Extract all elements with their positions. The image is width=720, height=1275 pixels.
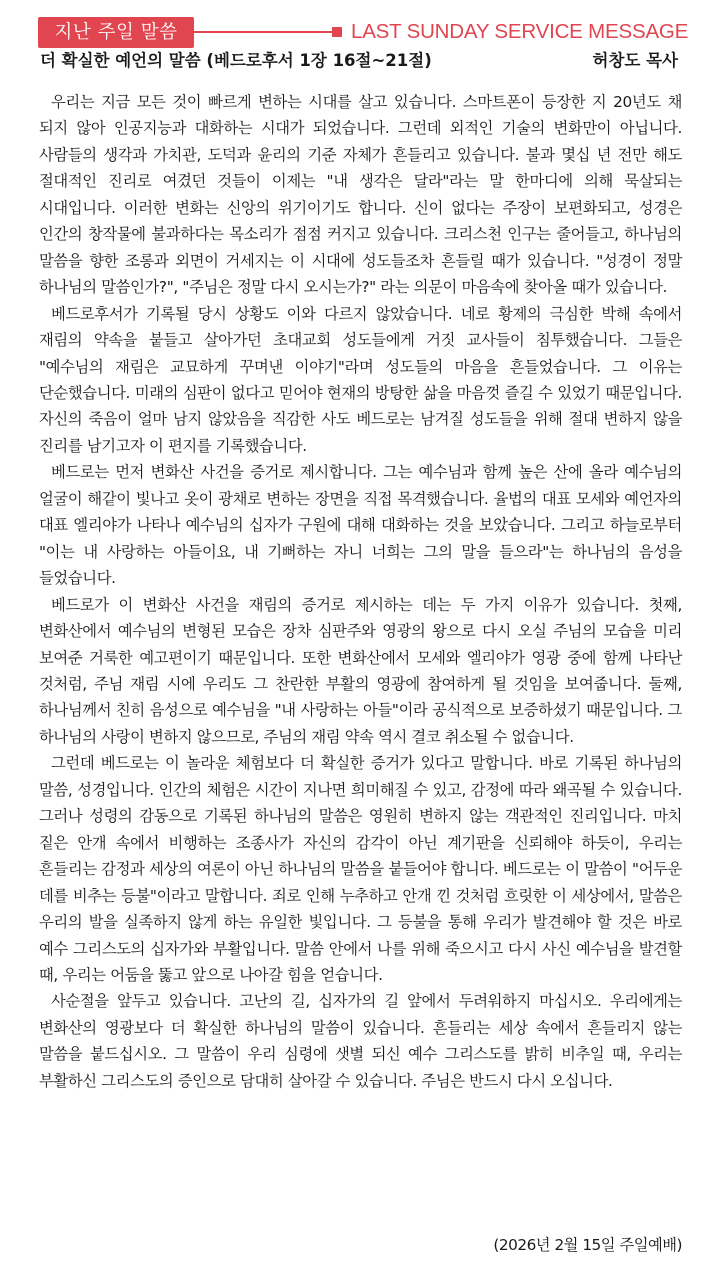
paragraph: 그런데 베드로는 이 놀라운 체험보다 더 확실한 증거가 있다고 말합니다. 바로 기록된 하나님의 말씀, 성경입니다. 인간의 체험은 시간이 지나면 희미해질 수 있고, 감정에 따라 왜곡될 수 있습니다. 그러나 성령의 감동으로 기록된 하나님의 말씀은 영원히 변하지 않는 객관적인 진리입니다. 마치 짙은 안개 속에서 비행하는 조종사가 자신의 감각이 아닌 계기판을 신뢰해야 하듯이, 우리는 흔들리는 감정과 세상의 여론이 아닌 하나님의 말씀을 붙들어야 합니다. 베드로는 이 말씀이 "어두운 데를 비추는 등불"이라고 말합니다. 죄로 인해 누추하고 안개 낀 것처럼 흐릿한 이 세상에서, 말씀은 우리의 발을 실족하지 않게 하는 유일한 빛입니다. 그 등불을 통해 우리가 발견해야 할 것은 바로 예수 그리스도의 십자가와 부활입니다. 말씀 안에서 나를 위해 죽으시고 다시 사신 예수님을 발견할 때, 우리는 어둠을 뚫고 앞으로 나아갈 힘을 얻습니다. [39,754,682,984]
page-header [0,0,720,80]
paragraph: 베드로는 먼저 변화산 사건을 증거로 제시합니다. 그는 예수님과 함께 높은 산에 올라 예수님의 얼굴이 해같이 빛나고 옷이 광채로 변하는 장면을 직접 목격했습니다. 율법의 대표 모세와 예언자의 대표 엘리야가 나타나 예수님의 십자가 구원에 대해 대화하는 것을 보았습니다. 그리고 하늘로부터 "이는 내 사랑하는 아들이요, 내 기뻐하는 자니 너희는 그의 말을 들으라"는 하나님의 음성을 들었습니다. [39,463,682,588]
sermon-title: 더 확실한 예언의 말씀 (베드로후서 1장 16절~21절) [40,51,432,70]
service-date-note: (2026년 2월 15일 주일예배) [493,1236,682,1254]
paragraph: 베드로가 이 변화산 사건을 재림의 증거로 제시하는 데는 두 가지 이유가 있습니다. 첫째, 변화산에서 예수님의 변형된 모습은 장차 심판주와 영광의 왕으로 다시 오실 주님의 모습을 미리 보여준 거룩한 예고편이기 때문입니다. 또한 변화산에서 모세와 엘리야가 영광 중에 함께 나타난 것처럼, 주님 재림 시에 우리도 그 찬란한 부활의 영광에 참여하게 될 것임을 보여줍니다. 둘째, 하나님께서 친히 음성으로 예수님을 "내 사랑하는 아들"이라 공식적으로 보증하셨기 때문입니다. 그 하나님의 사랑이 변하지 않으므로, 주님의 재림 약속 역시 결코 취소될 수 없습니다. [39,595,682,746]
sermon-body [39,89,682,1094]
english-section-title: LAST SUNDAY SERVICE MESSAGE [351,20,689,43]
section-badge: 지난 주일 말씀 [38,17,194,48]
header-square-marker [332,27,342,37]
sermon-author: 허창도 목사 [592,51,678,70]
paragraph: 베드로후서가 기록될 당시 상황도 이와 다르지 않았습니다. 네로 황제의 극심한 박해 속에서 재림의 약속을 붙들고 살아가던 초대교회 성도들에게 거짓 교사들이 침투했습니다. 그들은 "예수님의 재림은 교묘하게 꾸며낸 이야기"라며 성도들의 마음을 흔들었습니다. 그 이유는 단순했습니다. 미래의 심판이 없다고 믿어야 현재의 방탕한 삶을 마음껏 즐길 수 있었기 때문입니다. 자신의 죽음이 얼마 남지 않았음을 직감한 사도 베드로는 남겨질 성도들을 위해 절대 변하지 않을 진리를 남기고자 이 편지를 기록했습니다. [39,304,682,455]
paragraph: 사순절을 앞두고 있습니다. 고난의 길, 십자가의 길 앞에서 두려워하지 마십시오. 우리에게는 변화산의 영광보다 더 확실한 하나님의 말씀이 있습니다. 흔들리는 세상 속에서 흔들리지 않는 말씀을 붙드십시오. 그 말씀이 우리 심령에 샛별 되신 예수 그리스도를 밝히 비추일 때, 우리는 부활하신 그리스도의 증인으로 담대히 살아갈 수 있습니다. 주님은 반드시 다시 오십니다. [39,992,682,1090]
paragraph: 우리는 지금 모든 것이 빠르게 변하는 시대를 살고 있습니다. 스마트폰이 등장한 지 20년도 채 되지 않아 인공지능과 대화하는 시대가 되었습니다. 그런데 외적인 기술의 변화만이 아닙니다. 사람들의 생각과 가치관, 도덕과 윤리의 기준 자체가 흔들리고 있습니다. 불과 몇십 년 전만 해도 절대적인 진리로 여겼던 것들이 이제는 "내 생각은 달라"라는 말 한마디에 의해 묵살되는 시대입니다. 이러한 변화는 신앙의 위기이기도 합니다. 신이 없다는 주장이 보편화되고, 성경은 인간의 창작물에 불과하다는 목소리가 점점 커지고 있습니다. 크리스천 인구는 줄어들고, 하나님의 말씀을 향한 조롱과 외면이 거세지는 이 시대에 성도들조차 흔들릴 때가 있습니다. "성경이 정말 하나님의 말씀인가?", "주님은 정말 다시 오시는가?" 라는 의문이 마음속에 찾아올 때가 있습니다. [39,93,682,297]
header-divider-line [194,31,332,33]
